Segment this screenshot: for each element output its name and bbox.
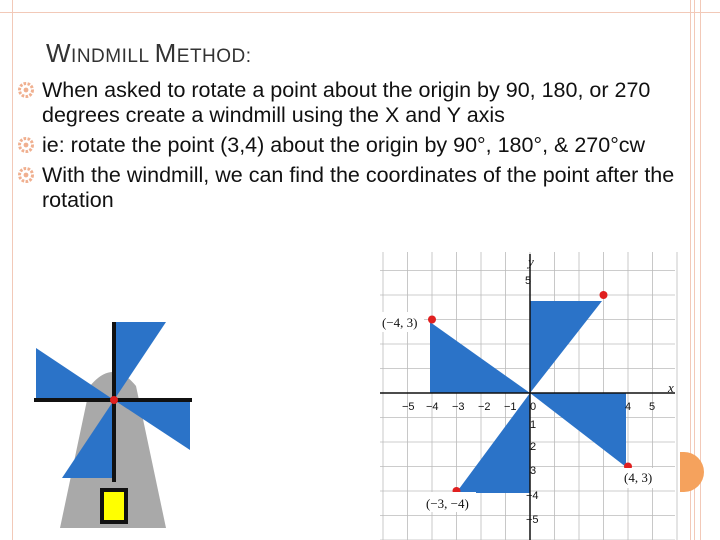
- graph-blade-quadrant-4: [530, 393, 626, 467]
- x-tick-label: 5: [649, 401, 656, 413]
- rotation-graph: [380, 252, 680, 540]
- y-tick-label: 3: [530, 465, 537, 477]
- graph-blade-quadrant-1: [530, 301, 602, 393]
- y-axis-label: y: [528, 254, 534, 269]
- x-tick-label: −5: [402, 401, 415, 413]
- windmill-door: [104, 492, 124, 520]
- x-tick-label: 0: [530, 401, 537, 413]
- x-tick-label: −1: [504, 401, 517, 413]
- point-label-neg4-3: (−4, 3): [382, 315, 418, 330]
- bullet-text: When asked to rotate a point about the origin by 90, 180, or 270 degrees create a windmill using the X and Y axis: [42, 78, 651, 127]
- windmill-illustration: [28, 318, 208, 540]
- frame-top-line: [0, 12, 720, 13]
- x-tick-label: 4: [625, 401, 632, 413]
- graph-point: [600, 291, 608, 299]
- bullet-text: ie: rotate the point (3,4) about the origin by 90°, 180°, & 270°cw: [42, 133, 646, 157]
- title-rest-indmill: INDMILL: [71, 46, 155, 67]
- y-tick-label: −5: [526, 514, 539, 526]
- bullet-item: [18, 163, 698, 213]
- frame-left-line: [12, 0, 13, 540]
- graph-blades: [430, 301, 626, 493]
- windmill-blade-upper-right: [114, 322, 166, 400]
- x-tick-label: −3: [452, 401, 465, 413]
- y-tick-label: 2: [530, 441, 537, 453]
- x-axis-label: x: [668, 380, 674, 395]
- bullet-item: [18, 133, 698, 158]
- bullet-text: With the windmill, we can find the coordinates of the point after the rotation: [42, 163, 675, 212]
- bullet-item: [18, 78, 698, 128]
- graph-blade-quadrant-3: [456, 393, 530, 493]
- gear-bullet-icon: [18, 137, 34, 153]
- gear-bullet-icon: [18, 82, 34, 98]
- x-tick-label: −4: [426, 401, 439, 413]
- graph-blade-quadrant-2: [430, 322, 530, 393]
- title-cap-m: M: [154, 38, 177, 68]
- title-rest-ethod: ETHOD:: [176, 46, 252, 67]
- gear-bullet-icon: [18, 167, 34, 183]
- slide-title: [46, 38, 252, 69]
- x-tick-label: −2: [478, 401, 491, 413]
- graph-point: [428, 316, 436, 324]
- title-cap-w: W: [46, 38, 72, 68]
- y-tick-label: 5: [525, 275, 532, 287]
- y-tick-label: −4: [526, 490, 539, 502]
- point-label-neg3-neg4: (−3, −4): [426, 496, 469, 511]
- frame-right-line-3: [700, 0, 701, 540]
- bullet-list: [18, 78, 698, 218]
- windmill-blade-upper-left: [36, 348, 114, 400]
- point-label-4-neg3: (4, 3): [624, 470, 653, 485]
- windmill-hub: [110, 396, 118, 404]
- y-tick-label: 1: [530, 419, 537, 431]
